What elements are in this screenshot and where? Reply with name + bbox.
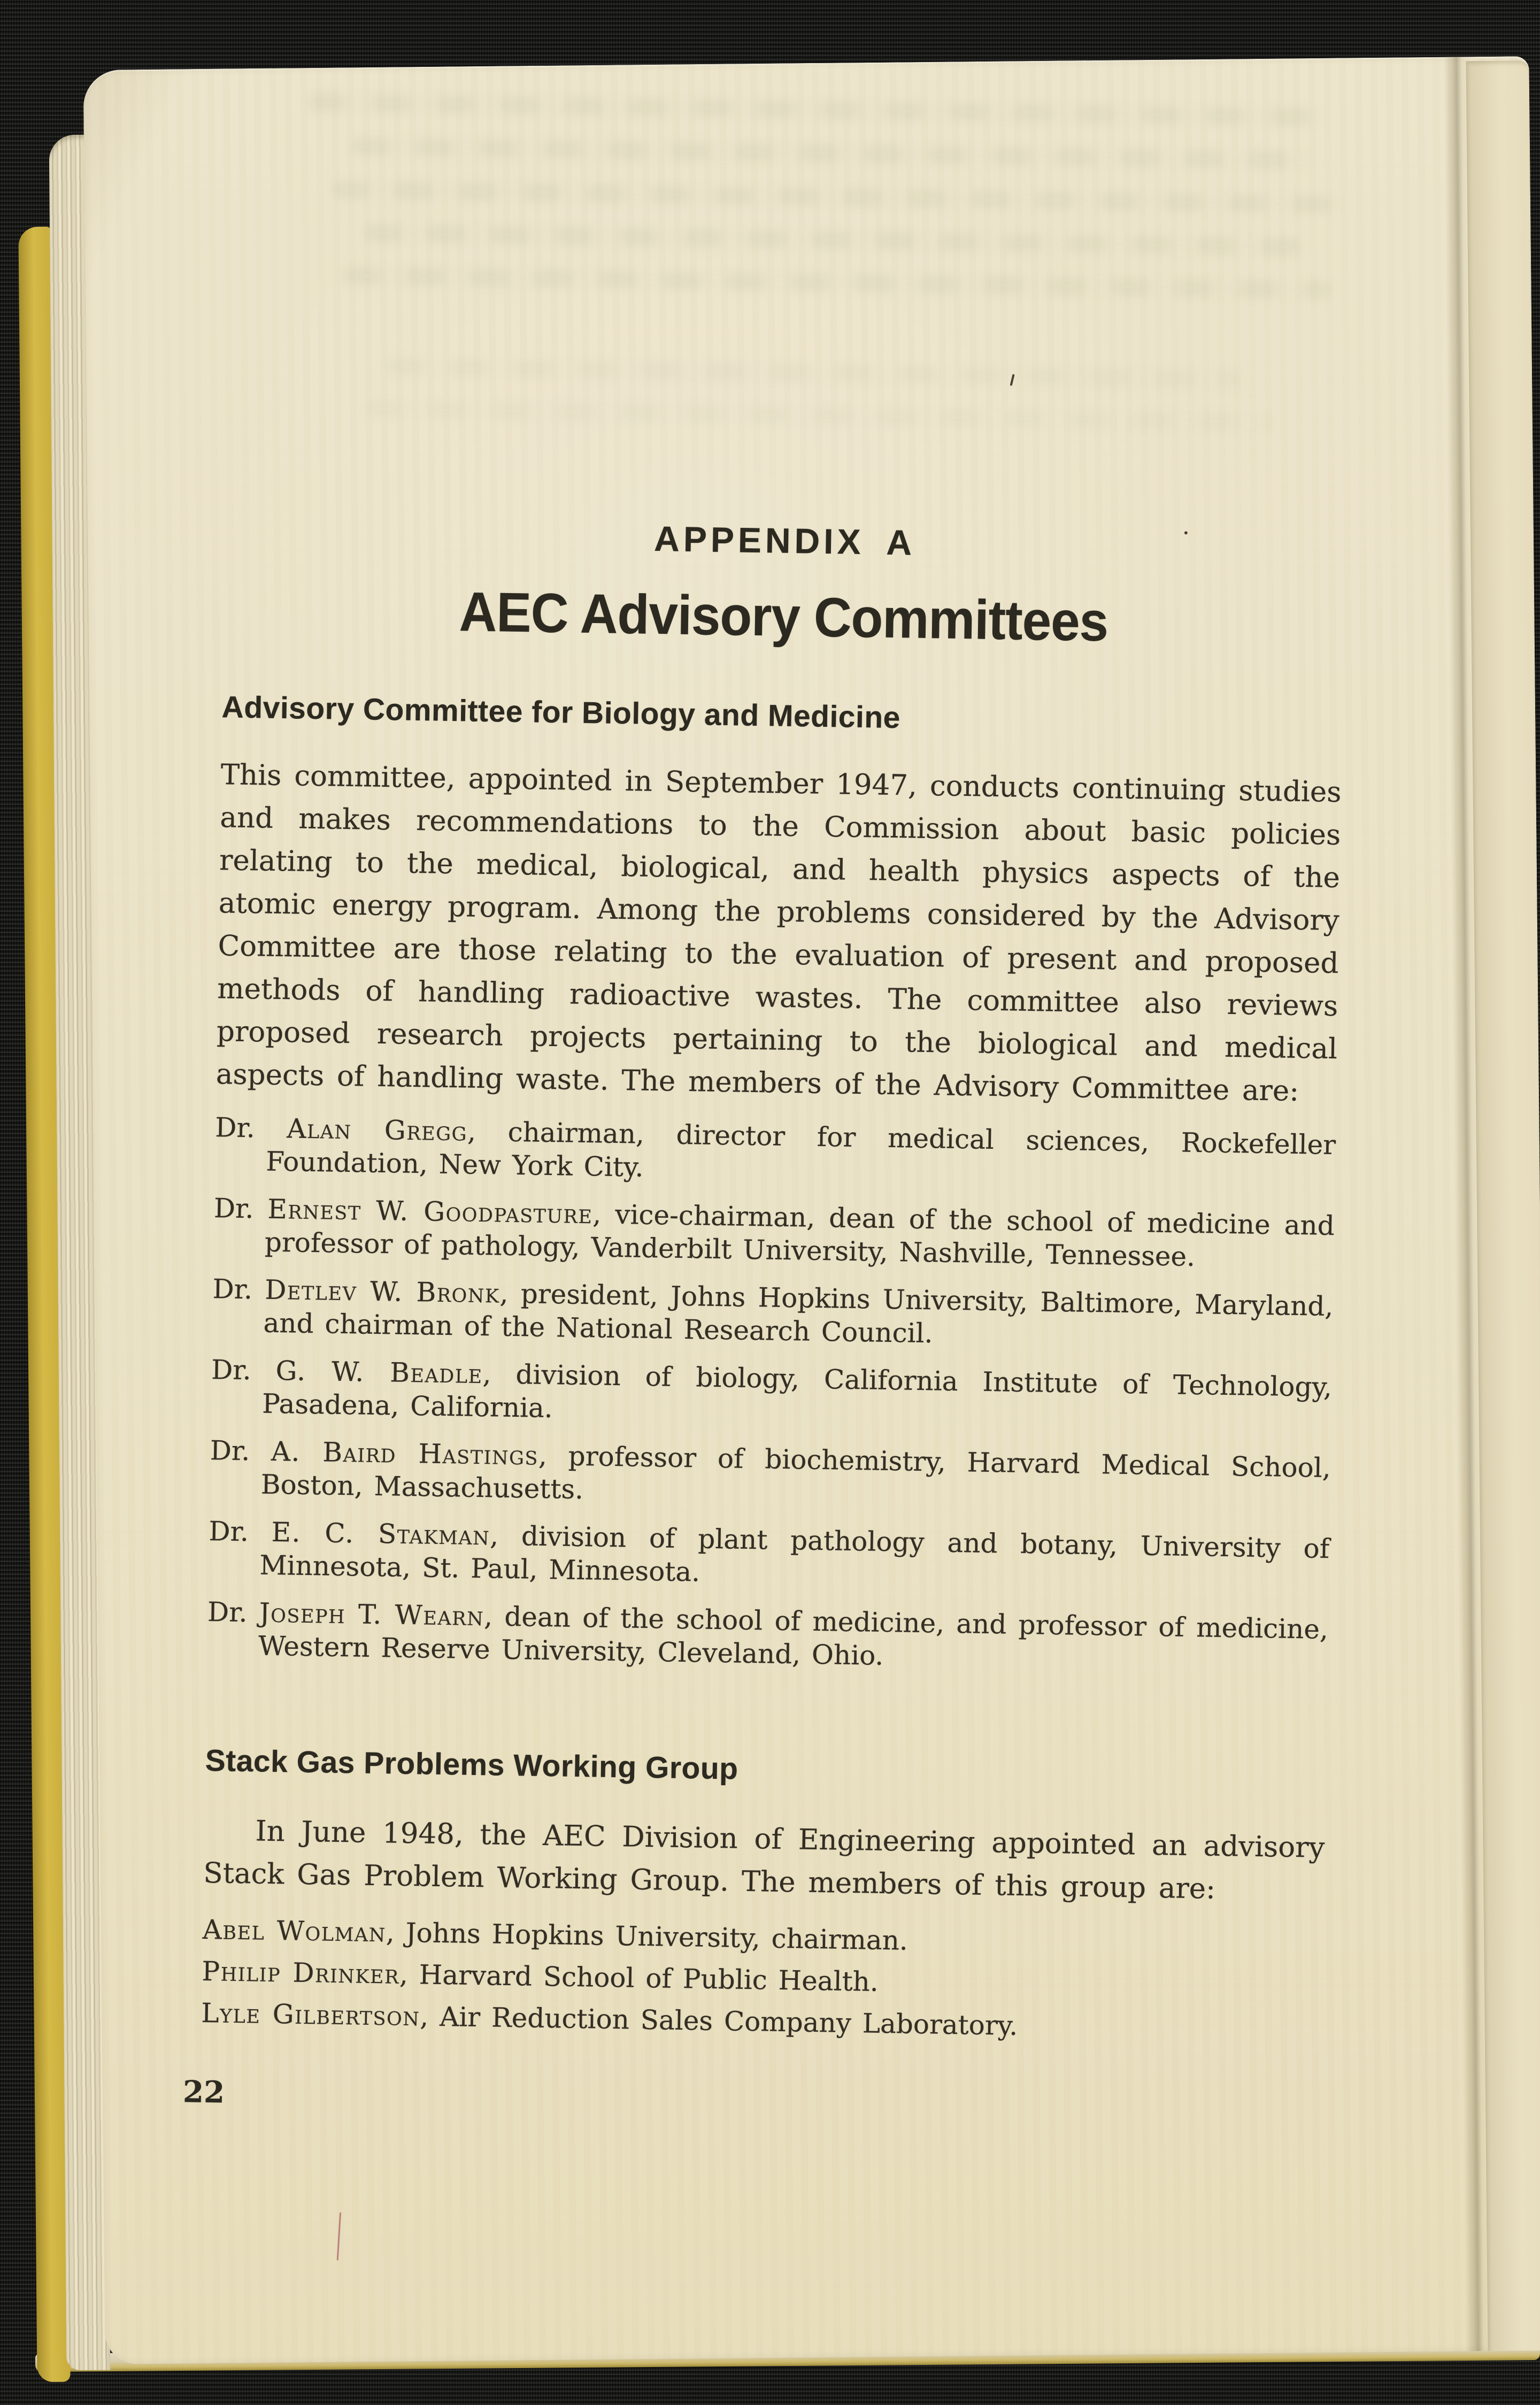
member-description: , division of plant pathology and botany, University of Minnesota, St. Paul, Minnesota. bbox=[259, 1520, 1330, 1588]
member-entry bbox=[202, 1955, 1323, 2006]
appendix-label: APPENDIX A bbox=[653, 518, 916, 563]
section-heading-biology-medicine: Advisory Committee for Biology and Medicine bbox=[221, 690, 901, 735]
member-entry bbox=[202, 1913, 1323, 1964]
member-name: Lyle Gilbertson bbox=[201, 1997, 420, 2032]
member-name: Alan Gregg bbox=[286, 1113, 468, 1147]
member-description: , division of biology, California Institute of Technology, Pasadena, California. bbox=[261, 1358, 1333, 1424]
member-description: , Johns Hopkins University, chairman. bbox=[386, 1917, 908, 1956]
member-prefix: Dr. bbox=[211, 1354, 276, 1386]
section-heading-stack-gas: Stack Gas Problems Working Group bbox=[205, 1743, 739, 1786]
member-name: Detlev W. Bronk bbox=[264, 1274, 500, 1309]
committee-member-list bbox=[207, 1111, 1336, 1679]
section-paragraph: In June 1948, the AEC Division of Engineering appointed an advisory Stack Gas Problem Working Group. The members of this group are: bbox=[203, 1815, 1325, 1905]
member-name: Philip Drinker bbox=[202, 1955, 400, 1990]
member-prefix: Dr. bbox=[207, 1596, 260, 1628]
member-prefix: Dr. bbox=[214, 1112, 287, 1144]
working-group-member-list bbox=[201, 1913, 1323, 2047]
member-description: , president, Johns Hopkins University, Baltimore, Maryland, and chairman of the National Research Council. bbox=[263, 1278, 1334, 1349]
member-prefix: Dr. bbox=[213, 1193, 268, 1225]
member-prefix: Dr. bbox=[212, 1273, 265, 1305]
member-entry bbox=[212, 1272, 1334, 1356]
member-description: , chairman, director for medical sciences, Rockefeller Foundation, New York City. bbox=[265, 1116, 1336, 1183]
member-entry bbox=[213, 1192, 1335, 1276]
member-name: A. Baird Hastings bbox=[271, 1435, 539, 1471]
member-description: , vice-chairman, dean of the school of medicine and professor of pathology, Vanderbilt University, Nashville, Tennessee. bbox=[264, 1198, 1335, 1272]
member-name: E. C. Stakman bbox=[271, 1516, 490, 1551]
member-entry bbox=[207, 1595, 1329, 1679]
page-title: AEC Advisory Committees bbox=[458, 581, 1108, 654]
member-description: , Harvard School of Public Health. bbox=[399, 1958, 879, 1997]
member-entry bbox=[208, 1515, 1330, 1599]
page-content bbox=[182, 68, 1353, 2127]
book-page bbox=[83, 56, 1540, 2364]
member-entry bbox=[209, 1434, 1331, 1518]
page-number: 22 bbox=[182, 2074, 225, 2110]
paper-fiber bbox=[337, 2212, 341, 2261]
member-entry bbox=[201, 1996, 1322, 2047]
member-name: Abel Wolman bbox=[202, 1914, 387, 1948]
member-name: Joseph T. Wearn bbox=[259, 1597, 484, 1632]
member-entry bbox=[211, 1353, 1333, 1437]
member-prefix: Dr. bbox=[210, 1435, 272, 1467]
member-entry bbox=[214, 1111, 1336, 1195]
member-prefix: Dr. bbox=[209, 1516, 272, 1548]
section-paragraph: This committee, appointed in September 1947, conducts continuing studies and makes recommendations to the Commission about basic policies relating to the medical, biological, and health physics aspects of the atomic energy program. Among the problems considered by the Advisory Committee are those relating to the evaluation of present and proposed methods of handling radioactive wastes. The committee also reviews proposed research projects pertaining to the biological and medical aspects of handling waste. The members of the Advisory Committee are: bbox=[215, 758, 1342, 1108]
member-description: , dean of the school of medicine, and professor of medicine, Western Reserve University, Cleveland, Ohio. bbox=[258, 1601, 1329, 1671]
member-description: , Air Reduction Sales Company Laboratory. bbox=[419, 2001, 1018, 2041]
member-name: Ernest W. Goodpasture bbox=[267, 1193, 593, 1230]
member-name: G. W. Beadle bbox=[275, 1355, 483, 1390]
member-description: , professor of biochemistry, Harvard Medical School, Boston, Massachusetts. bbox=[260, 1440, 1331, 1505]
